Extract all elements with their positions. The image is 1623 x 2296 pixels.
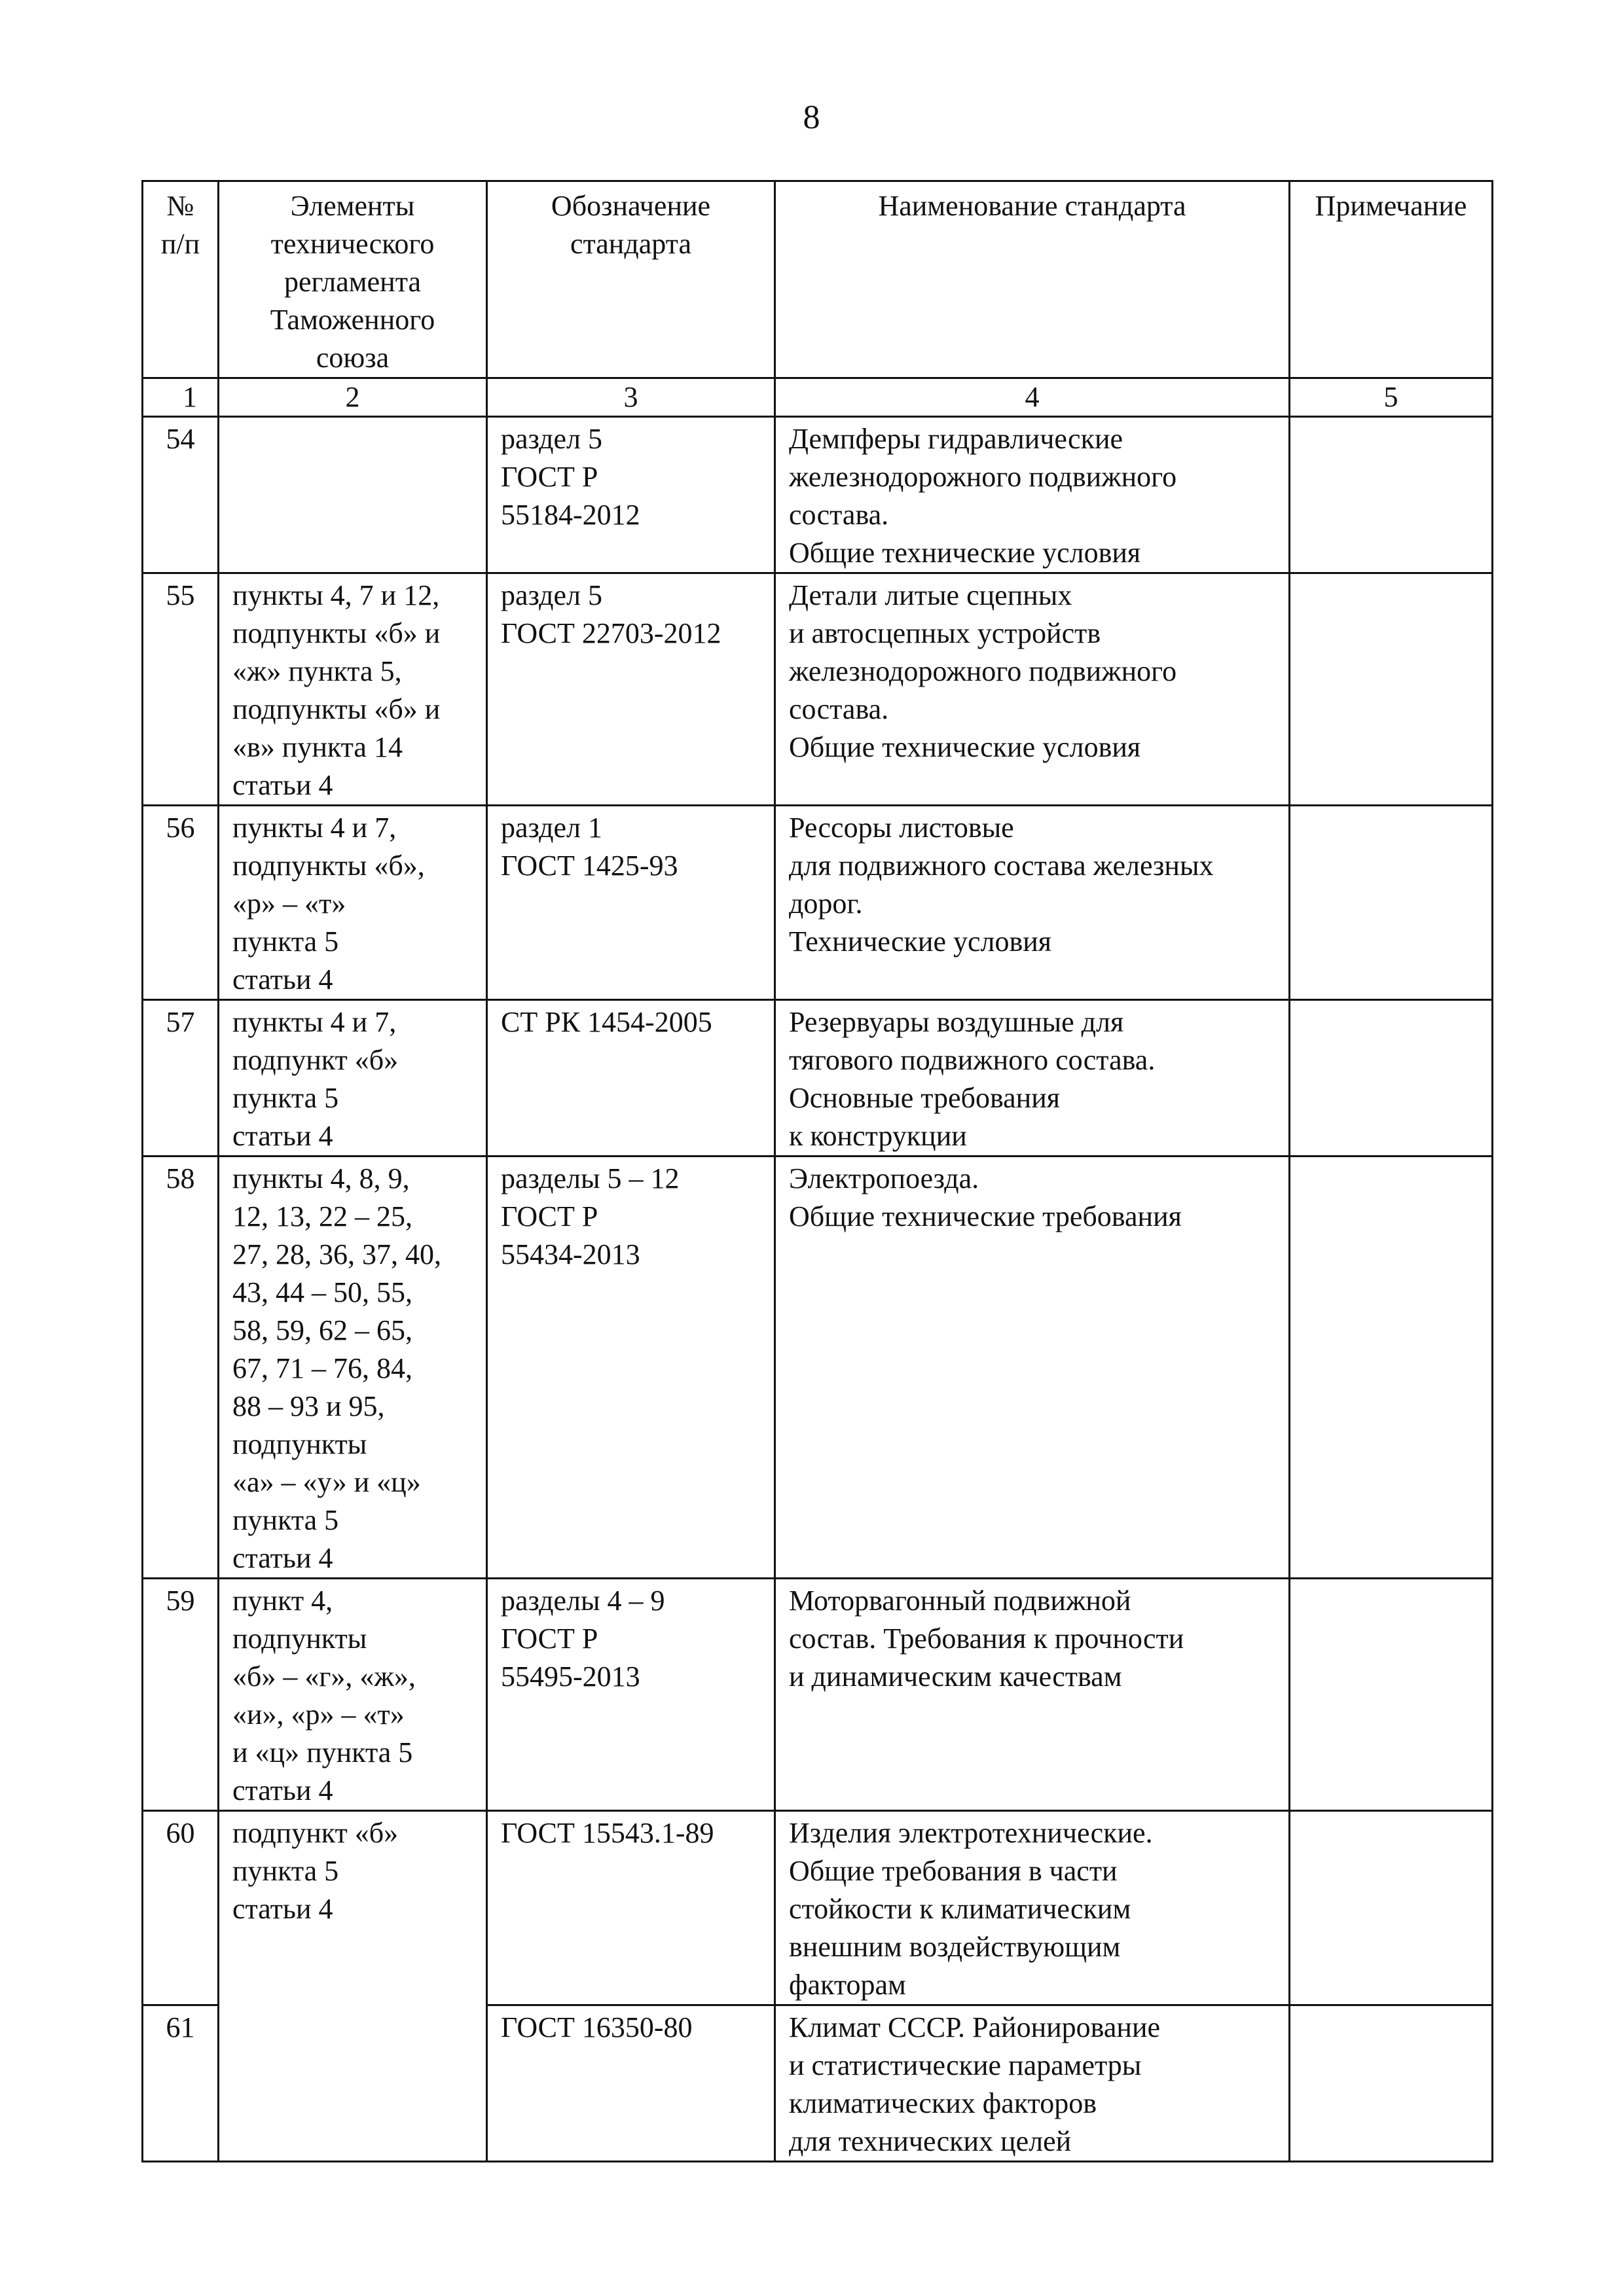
row-standard-name: Рессоры листовые для подвижного состава железных дорог. Технические условия	[775, 806, 1290, 1000]
header-designation: Обозначение стандарта	[487, 181, 775, 378]
row-designation: ГОСТ 16350-80	[487, 2005, 775, 2162]
row-elements: пункты 4, 7 и 12, подпункты «б» и «ж» пункта 5, подпункты «б» и «в» пункта 14 статьи 4	[219, 573, 487, 806]
header-no: № п/п	[143, 181, 219, 378]
row-elements: пункты 4 и 7, подпункты «б», «р» – «т» пункта 5 статьи 4	[219, 806, 487, 1000]
header-elements: Элементы технического регламента Таможенного союза	[219, 181, 487, 378]
row-number: 54	[143, 417, 219, 573]
page-number: 8	[803, 99, 820, 136]
row-elements: пункты 4, 8, 9, 12, 13, 22 – 25, 27, 28, 36, 37, 40, 43, 44 – 50, 55, 58, 59, 62 – 65, 67, 71 – 76, 84, 88 – 93 и 95, подпункты «а» – «у» и «ц» пункта 5 статьи 4	[219, 1157, 487, 1579]
row-number: 60	[143, 1811, 219, 2005]
row-note	[1290, 573, 1493, 806]
row-number: 56	[143, 806, 219, 1000]
table-row	[143, 417, 1493, 573]
standards-table	[141, 180, 1493, 2162]
row-note	[1290, 2005, 1493, 2162]
column-number: 4	[775, 378, 1290, 417]
table-row	[143, 1000, 1493, 1157]
row-designation: раздел 1 ГОСТ 1425-93	[487, 806, 775, 1000]
row-note	[1290, 806, 1493, 1000]
row-designation: раздел 5 ГОСТ 22703-2012	[487, 573, 775, 806]
row-number: 59	[143, 1579, 219, 1811]
row-elements: подпункт «б» пункта 5 статьи 4	[219, 1811, 487, 2162]
row-standard-name: Изделия электротехнические. Общие требования в части стойкости к климатическим внешним воздействующим факторам	[775, 1811, 1290, 2005]
row-elements	[219, 417, 487, 573]
table-row	[143, 573, 1493, 806]
row-note	[1290, 1579, 1493, 1811]
row-designation: разделы 4 – 9 ГОСТ Р 55495-2013	[487, 1579, 775, 1811]
row-standard-name: Электропоезда. Общие технические требования	[775, 1157, 1290, 1579]
table-row	[143, 1811, 1493, 2005]
row-standard-name: Климат СССР. Районирование и статистические параметры климатических факторов для технических целей	[775, 2005, 1290, 2162]
row-designation: ГОСТ 15543.1-89	[487, 1811, 775, 2005]
column-numbers-row	[143, 378, 1493, 417]
row-note	[1290, 1157, 1493, 1579]
row-standard-name: Детали литые сцепных и автосцепных устройств железнодорожного подвижного состава. Общие технические условия	[775, 573, 1290, 806]
header-note: Примечание	[1290, 181, 1493, 378]
column-number: 3	[487, 378, 775, 417]
row-number: 57	[143, 1000, 219, 1157]
row-note	[1290, 417, 1493, 573]
row-note	[1290, 1000, 1493, 1157]
row-number: 61	[143, 2005, 219, 2162]
row-standard-name: Моторвагонный подвижной состав. Требования к прочности и динамическим качествам	[775, 1579, 1290, 1811]
row-designation: разделы 5 – 12 ГОСТ Р 55434-2013	[487, 1157, 775, 1579]
row-designation: раздел 5 ГОСТ Р 55184-2012	[487, 417, 775, 573]
header-name: Наименование стандарта	[775, 181, 1290, 378]
column-number: 1	[143, 378, 219, 417]
header-row	[143, 181, 1493, 378]
row-number: 55	[143, 573, 219, 806]
row-elements: пункт 4, подпункты «б» – «г», «ж», «и», «р» – «т» и «ц» пункта 5 статьи 4	[219, 1579, 487, 1811]
row-standard-name: Резервуары воздушные для тягового подвижного состава. Основные требования к конструкции	[775, 1000, 1290, 1157]
row-note	[1290, 1811, 1493, 2005]
column-number: 2	[219, 378, 487, 417]
table-row	[143, 1157, 1493, 1579]
row-number: 58	[143, 1157, 219, 1579]
table-row	[143, 1579, 1493, 1811]
column-number: 5	[1290, 378, 1493, 417]
row-standard-name: Демпферы гидравлические железнодорожного подвижного состава. Общие технические условия	[775, 417, 1290, 573]
table-row	[143, 806, 1493, 1000]
row-designation: СТ РК 1454-2005	[487, 1000, 775, 1157]
row-elements: пункты 4 и 7, подпункт «б» пункта 5 статьи 4	[219, 1000, 487, 1157]
